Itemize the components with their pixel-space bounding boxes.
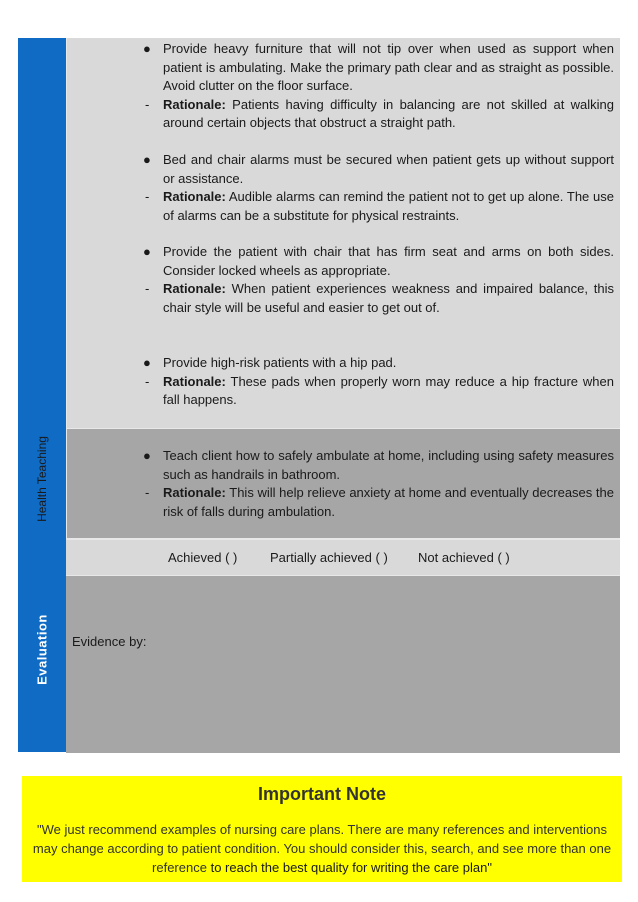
- intervention-text: Bed and chair alarms must be secured when patient gets up without support or assistance.: [163, 152, 614, 186]
- evaluation-options-cell: [66, 538, 620, 577]
- intervention-text: Provide the patient with chair that has firm seat and arms on both sides. Consider locked wheels as appropriate.: [163, 244, 614, 278]
- important-note-text: [32, 820, 612, 877]
- achieved-option: Achieved ( ): [168, 550, 238, 565]
- important-note-box: [22, 776, 622, 882]
- dash-icon: -: [145, 281, 150, 296]
- intervention-item: [115, 40, 620, 133]
- rationale-text: These pads when properly worn may reduce a hip fracture when fall happens.: [163, 373, 614, 407]
- rationale-label: Rationale:: [163, 96, 226, 112]
- interventions-subcolumn: [66, 38, 115, 428]
- rationale-label: Rationale:: [163, 189, 226, 204]
- note-body: "We just recommend examples of nursing care plans. There are many references and interventions may change according to patient condition. You should consider this, search, and see more than one reference: [32, 822, 612, 875]
- rationale-text: Audible alarms can remind the patient not to get up alone. The use of alarms can be a substitute for physical restraints.: [163, 189, 614, 223]
- rationale-text: When patient experiences weakness and impaired balance, this chair style will be useful and easier to get out of.: [163, 281, 614, 315]
- health-teaching-item: [115, 447, 620, 521]
- evidence-cell: [66, 575, 620, 753]
- dash-icon: -: [145, 96, 150, 112]
- care-plan-table: [18, 38, 620, 752]
- dash-icon: -: [145, 485, 150, 500]
- bullet-icon: ●: [143, 355, 151, 370]
- health-teaching-subcolumn: [66, 428, 115, 538]
- health-teaching-cell: [115, 428, 620, 538]
- evaluation-label: Evaluation: [34, 614, 50, 685]
- bullet-icon: ●: [143, 41, 151, 56]
- intervention-item: [115, 151, 620, 225]
- dash-icon: -: [145, 189, 150, 204]
- intervention-item: [115, 354, 620, 410]
- bullet-icon: ●: [143, 152, 151, 167]
- interventions-cell: [115, 38, 620, 428]
- partially-achieved-option: Partially achieved ( ): [270, 550, 388, 565]
- intervention-text: Provide high-risk patients with a hip pad.: [163, 355, 397, 370]
- rationale-text: This will help relieve anxiety at home and eventually decreases the risk of falls during ambulation.: [163, 485, 614, 519]
- rationale-label: Rationale:: [163, 281, 226, 296]
- rationale-text: Patients having difficulty in balancing are not skilled at walking around certain objects that obstruct a straight path.: [163, 96, 614, 130]
- health-teaching-text: Teach client how to safely ambulate at home, including using safety measures such as handrails in bathroom.: [163, 448, 614, 482]
- evidence-label: Evidence by:: [72, 634, 147, 649]
- dash-icon: -: [145, 373, 150, 389]
- intervention-item: [115, 243, 620, 317]
- not-achieved-option: Not achieved ( ): [418, 550, 510, 565]
- intervention-text: Provide heavy furniture that will not tip over when used as support when patient is ambulating. Make the primary path clear and as straight as possible. Avoid clutter on the floor surface.: [163, 41, 614, 93]
- important-note-title: Important Note: [258, 784, 386, 804]
- bullet-icon: ●: [143, 448, 151, 463]
- rationale-label: Rationale:: [163, 373, 226, 389]
- bullet-icon: ●: [143, 244, 151, 259]
- note-emphasis: to reach the best quality for writing the care plan": [210, 860, 492, 875]
- rationale-label: Rationale:: [163, 485, 226, 500]
- health-teaching-label: Health Teaching: [35, 436, 49, 522]
